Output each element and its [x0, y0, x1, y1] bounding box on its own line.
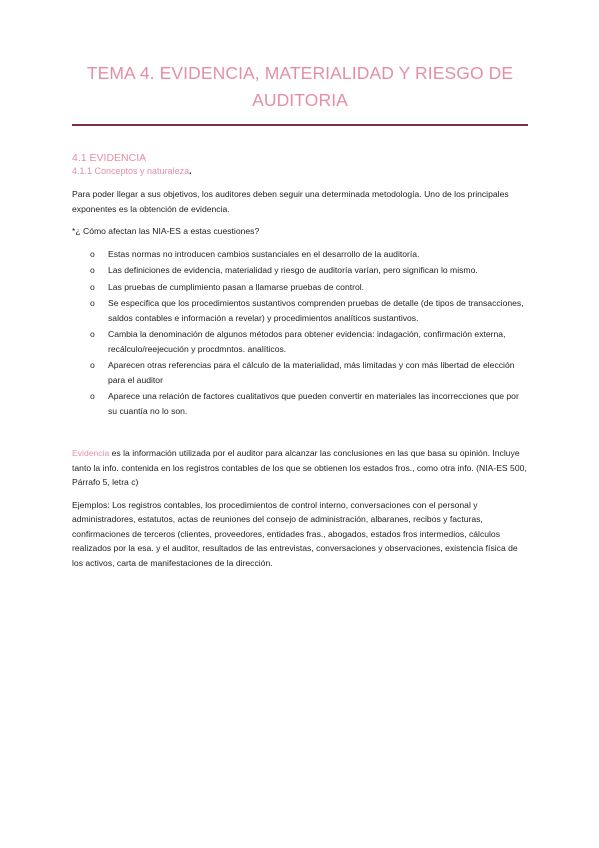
definition-text: es la información utilizada por el auditor para alcanzar las conclusiones en las que basa su opinión. Incluye tanto la info. contenida en los registros contables de los que se obtienen los estados fros., como otra info. (NIA-ES 500, Párrafo 5, letra c)	[72, 448, 527, 487]
section-heading: 4.1 EVIDENCIA	[72, 152, 147, 164]
bullet-marker: o	[90, 298, 95, 308]
bullet-marker: o	[90, 360, 95, 370]
list-item	[72, 296, 528, 325]
list-item	[72, 263, 528, 278]
subsection-heading-dot: .	[189, 166, 192, 176]
list-item	[72, 389, 528, 418]
list-item-text: Las pruebas de cumplimiento pasan a llamarse pruebas de control.	[108, 281, 365, 292]
document-title: TEMA 4. EVIDENCIA, MATERIALIDAD Y RIESGO DE AUDITORIA	[86, 63, 514, 110]
list-item-text: Cambia la denominación de algunos métodos para obtener evidencia: indagación, confirmación externa, recálculo/reejecución y procdmntos. analíticos.	[108, 329, 506, 354]
bullet-marker: o	[90, 248, 95, 259]
subsection-heading-text: 4.1.1 Conceptos y naturaleza	[72, 166, 190, 176]
list-item	[72, 358, 528, 387]
question-paragraph: *¿ Cómo afectan las NIA-ES a estas cuestiones?	[72, 226, 260, 236]
list-item	[72, 327, 528, 356]
examples-paragraph: Ejemplos: Los registros contables, los procedimientos de control interno, conversaciones con el personal y administradores, estatutos, actas de reuniones del consejo de administración, albaranes, recibos y facturas, confirmaciones de terceros (clientes, proveedores, entidades fras., abogados, estados fros intermedios, cálculos realizados por la esa. y el auditor, resultados de las entrevistas, conversaciones y observaciones, existencia física de los activos, carta de manifestaciones de la dirección.	[72, 499, 518, 568]
list-item-text: Estas normas no introducen cambios sustanciales en el desarrollo de la auditoría.	[108, 248, 420, 259]
subsection-heading	[72, 165, 528, 178]
intro-paragraph: Para poder llegar a sus objetivos, los auditores deben seguir una determinada metodología. Uno de los principales exponentes es la obtención de evidencia.	[72, 189, 509, 214]
list-item	[72, 247, 528, 262]
list-item-text: Las definiciones de evidencia, materialidad y riesgo de auditoría varían, pero significan lo mismo.	[108, 265, 478, 275]
bullet-marker: o	[90, 329, 95, 339]
title-divider	[72, 124, 528, 126]
bullet-marker: o	[90, 391, 95, 401]
bullet-marker: o	[90, 281, 95, 292]
definition-term: Evidencia	[72, 448, 110, 458]
list-item-text: Aparecen otras referencias para el cálculo de la materialidad, más limitadas y con más libertad de elección para el auditor	[108, 360, 515, 385]
list-item-text: Se especifica que los procedimientos sustantivos comprenden pruebas de detalle (de tipos de transacciones, saldos contables e información a revelar) y procedimientos analíticos sustantivos.	[108, 298, 524, 323]
document-body	[72, 151, 528, 578]
definition-paragraph	[72, 446, 528, 490]
list-item	[72, 280, 528, 295]
spacer	[72, 426, 528, 446]
changes-list	[72, 247, 528, 419]
bullet-marker: o	[90, 265, 95, 275]
list-item-text: Aparece una relación de factores cualitativos que pueden convertir en materiales las incorrecciones que por su cuantía no lo son.	[108, 391, 519, 416]
